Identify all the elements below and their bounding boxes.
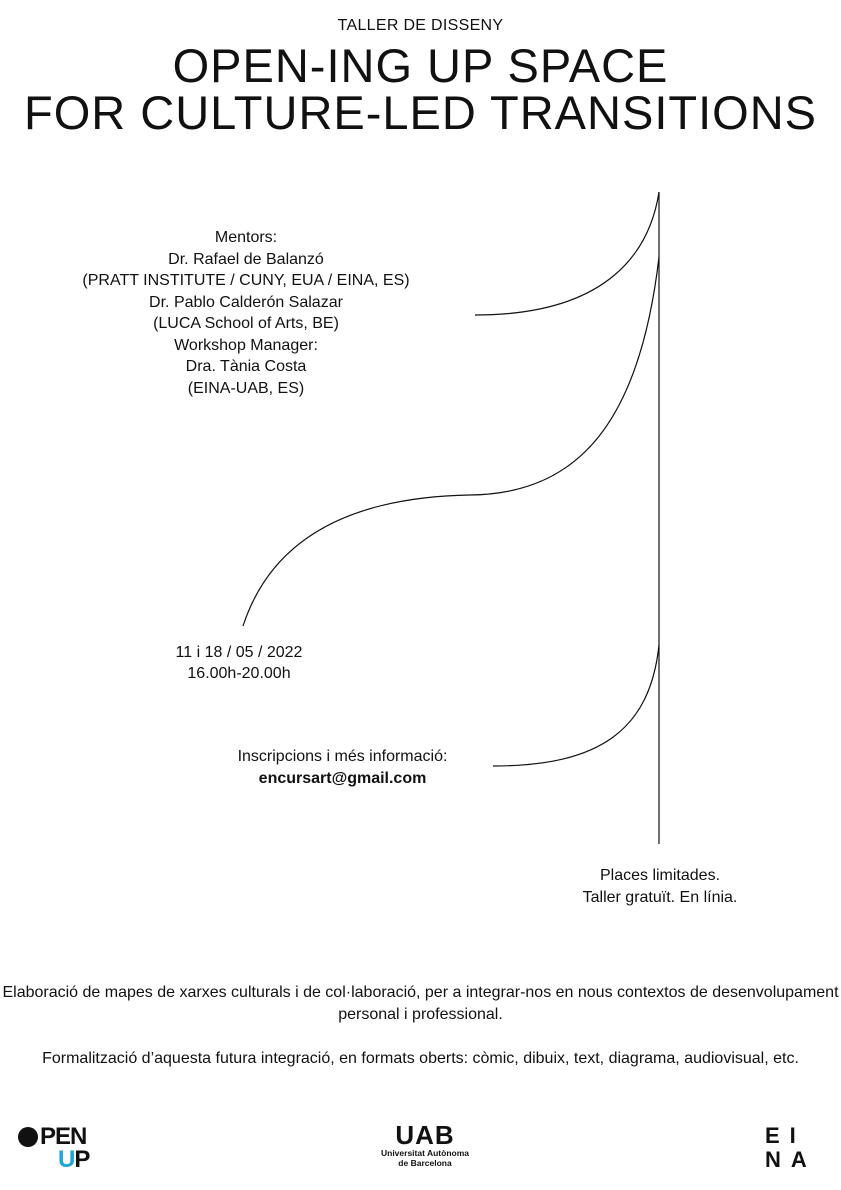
uab-logo-line2: de Barcelona [398, 1158, 452, 1168]
places-free-online-text: Taller gratuït. En línia. [582, 889, 738, 906]
description-paragraph-2: Formalització d’aquesta futura integració, en formats oberts: còmic, dibuix, text, diagrama, audiovisual, etc. [42, 1050, 799, 1067]
kicker-text: TALLER DE DISSENY [337, 17, 504, 34]
manager-heading: Workshop Manager: [174, 336, 318, 354]
page-title [0, 39, 841, 139]
openup-logo-u: U [58, 1146, 75, 1173]
curve-mentors [475, 192, 659, 315]
eina-logo-row1: EI [765, 1123, 806, 1148]
manager-name: Dra. Tània Costa [185, 358, 307, 375]
openup-logo [18, 1121, 108, 1173]
contact-email-link[interactable]: encursart@gmail.com [258, 770, 427, 787]
manager-affiliation: (EINA-UAB, ES) [187, 379, 305, 397]
openup-logo-p: P [74, 1146, 90, 1173]
places-block [530, 865, 790, 909]
uab-logo-line1: Universitat Autònoma [380, 1148, 469, 1158]
uab-logo-mark: UAB [395, 1120, 455, 1150]
description-paragraph-1: Elaboració de mapes de xarxes culturals i de col·laboració, per a integrar-nos en nous contextos de desenvolupament personal i professional. [2, 984, 839, 1023]
contact-block [200, 746, 485, 790]
schedule-dates: 11 i 18 / 05 / 2022 [175, 644, 303, 661]
schedule-block [139, 642, 339, 684]
mentor-name: Dr. Pablo Calderón Salazar [149, 293, 343, 311]
mentor-name: Dr. Rafael de Balanzó [168, 250, 324, 268]
mentors-heading: Mentors: [214, 229, 278, 246]
curve-contact [493, 645, 659, 766]
schedule-hours: 16.00h-20.00h [187, 665, 291, 682]
title-line-2: FOR CULTURE-LED TRANSITIONS [24, 86, 817, 139]
eina-logo [765, 1124, 815, 1174]
uab-logo [360, 1122, 490, 1174]
mentor-affiliation: (LUCA School of Arts, BE) [153, 315, 339, 332]
openup-logo-dot-icon [18, 1127, 38, 1147]
mentors-block [46, 227, 446, 399]
title-line-1: OPEN-ING UP SPACE [172, 39, 669, 92]
openup-logo-row1: PEN [40, 1123, 87, 1150]
openup-logo-row2 [58, 1148, 89, 1172]
contact-label: Inscripcions i més informació: [237, 748, 448, 765]
mentor-affiliation: (PRATT INSTITUTE / CUNY, EUA / EINA, ES) [82, 272, 410, 289]
description-block [0, 982, 841, 1092]
eina-logo-row2: NA [765, 1147, 817, 1172]
places-limited-text: Places limitades. [599, 867, 721, 884]
